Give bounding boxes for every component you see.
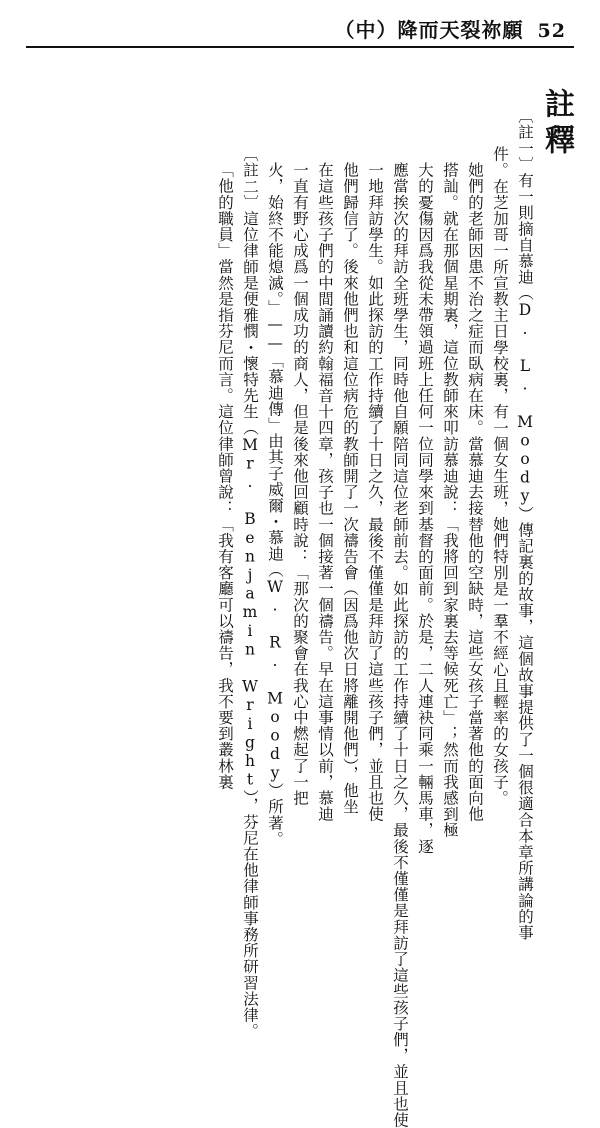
text-column: 一直有野心成爲一個成功的商人，但是後來他回顧時說：「那次的聚會在我心中燃起了一把 — [291, 162, 309, 806]
chapter-title: （中）降而天裂祢願 — [334, 18, 524, 42]
section-heading: 註釋 — [539, 88, 574, 160]
text-column: 〔註一〕有一則摘自慕迪（D. L. Moody）傳記裏的故事，這個故事提供了一個很適合本章所講論的事 — [516, 108, 534, 941]
text-column: 應當挨次的拜訪全班學生，同時他自願陪同這位老師前去。如此探訪的工作持續了十日之久，最後不僅僅是拜訪了這些孩子們，並且也使 — [391, 162, 409, 1128]
header-divider — [26, 46, 574, 48]
text-column: 搭訕。就在那個星期裏，這位教師來叩訪慕迪說：「我將回到家裏去等候死亡」；然而我感到極 — [441, 162, 459, 839]
vertical-text-body — [22, 62, 578, 1128]
text-column: 在這些孩子們的中間誦讀約翰福音十四章，孩子也一個接著一個禱告。早在這事情以前，慕迪 — [316, 162, 334, 823]
text-column: 一地拜訪學生。如此探訪的工作持續了十日之久，最後不僅僅是拜訪了這些孩子們，並且也使 — [366, 162, 384, 823]
text-column: 「他的職員」當然是指芬尼而言。這位律師曾說：「我有客廳可以禱告，我不要到叢林裏 — [216, 162, 234, 790]
text-column: 大的憂傷因爲我從未帶領過班上任何一位同學來到基督的面前。於是，二人連袂同乘一輛馬車，逐 — [416, 162, 434, 855]
text-column: 〔註二〕這位律師是便雅憫・懷特先生（Mr. Benjamin Wright），芬尼在他律師事務所研習法律。 — [241, 146, 259, 1040]
text-column: 火，始終不能熄滅。」——「慕迪傳」由其子威爾・慕迪（W. R. Moody）所著。 — [266, 162, 284, 847]
page-number: 52 — [537, 20, 566, 42]
text-column: 件。在芝加哥一所宣教主日學校裏，有一個女生班，她們特別是一羣不經心且輕率的女孩子。 — [491, 146, 509, 807]
text-column: 她們的老師因患不治之症而臥病在床。當慕迪去接替他的空缺時，這些女孩子當著他的面向他 — [466, 162, 484, 823]
page-header — [335, 14, 566, 43]
text-column: 他們歸信了。後來他們也和這位病危的教師開了一次禱告會（因爲他次日將離開他們），他坐 — [341, 162, 359, 815]
